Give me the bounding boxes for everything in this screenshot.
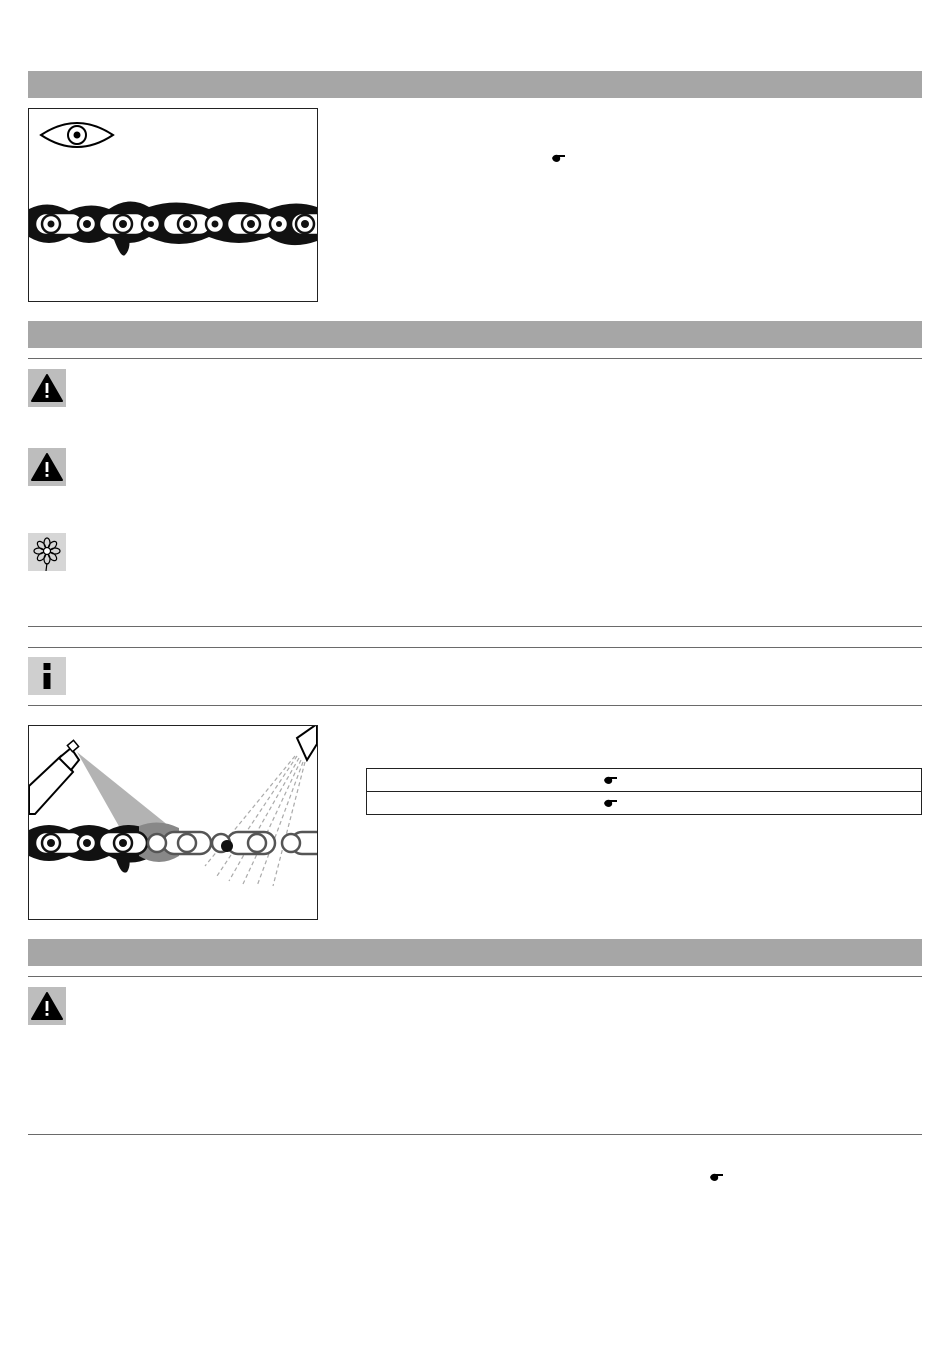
divider [28,705,922,706]
pointing-hand-icon[interactable] [604,775,618,785]
oily-chain-figure [28,108,318,302]
table-cell [367,792,922,815]
table-cell [367,769,922,792]
divider [28,976,922,977]
chain-illustration [29,201,317,255]
warning-icon [28,987,66,1025]
water-nozzle-icon [205,726,317,886]
pointing-hand-icon[interactable] [710,1172,724,1182]
divider [28,358,922,359]
warning-icon [28,448,66,486]
info-callout [28,657,66,695]
section-header-bar [28,321,922,348]
environment-callout [28,533,66,571]
divider [28,647,922,648]
table-row [367,769,922,792]
steps-table [366,768,922,815]
warning-callout [28,448,66,486]
eye-icon [41,123,113,147]
pointing-hand-icon[interactable] [604,798,618,808]
warning-callout [28,369,66,407]
info-icon [28,657,66,695]
divider [28,626,922,627]
pointing-hand-icon[interactable] [552,153,566,163]
environment-flower-icon [28,533,66,571]
table-row [367,792,922,815]
section-header-bar [28,71,922,98]
warning-icon [28,369,66,407]
chain-cleaning-figure [28,725,318,920]
divider [28,1134,922,1135]
warning-callout [28,987,66,1025]
chain-illustration [29,822,317,872]
section-header-bar [28,939,922,966]
